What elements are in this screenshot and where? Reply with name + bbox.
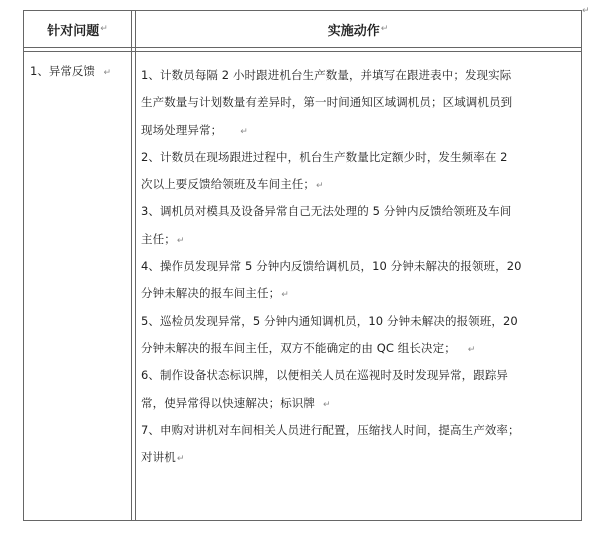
action-line: 主任；↵	[141, 231, 185, 246]
action-line: 分钟未解决的报车间主任，双方不能确定的由 QC 组长决定； ↵	[141, 340, 476, 355]
action-line: 2、计数员在现场跟进过程中，机台生产数量比定额少时，发生频率在 2	[141, 149, 508, 164]
action-line: 3、调机员对模具及设备异常自己无法处理的 5 分钟内反馈给领班及车间	[141, 204, 512, 219]
action-line: 对讲机↵	[141, 450, 185, 465]
issue-label: 1、异常反馈	[30, 64, 95, 78]
action-line: 常，使异常得以快速解决；标识牌 ↵	[141, 395, 331, 410]
header-action	[135, 11, 581, 47]
action-line: 现场处理异常； ↵	[141, 122, 248, 137]
column-divider-double	[135, 11, 136, 520]
action-line: 次以上要反馈给领班及车间主任；↵	[141, 177, 324, 192]
paragraph-mark: ↵	[103, 68, 112, 78]
action-line: 6、制作设备状态标识牌，以便相关人员在巡视时及时发现异常，跟踪异	[141, 368, 509, 383]
action-line: 4、操作员发现异常 5 分钟内反馈给调机员，10 分钟未解决的报领班，20	[141, 259, 522, 274]
header-action-label: 实施动作	[327, 23, 380, 39]
action-line: 1、计数员每隔 2 小时跟进机台生产数量，并填写在跟进表中；发现实际	[141, 68, 512, 82]
action-line: 生产数量与计划数量有差异时，第一时间通知区域调机员；区域调机员到	[141, 95, 513, 110]
paragraph-mark: ↵	[582, 6, 590, 16]
header-issue-label: 针对问题	[47, 23, 100, 39]
issue-cell	[30, 63, 111, 79]
paragraph-mark: ↵	[100, 24, 108, 34]
action-list	[141, 62, 581, 471]
paragraph-mark: ↵	[380, 24, 389, 34]
action-table	[23, 10, 582, 521]
action-line: 7、申购对讲机对车间相关人员进行配置，压缩找人时间，提高生产效率；	[141, 422, 520, 437]
column-divider	[131, 11, 132, 520]
action-line: 分钟未解决的报车间主任；↵	[141, 286, 289, 301]
header-issue	[24, 11, 131, 47]
action-line: 5、巡检员发现异常，5 分钟内通知调机员，10 分钟未解决的报领班，20	[141, 313, 518, 328]
header-divider	[24, 47, 581, 48]
header-divider-double	[24, 51, 581, 52]
